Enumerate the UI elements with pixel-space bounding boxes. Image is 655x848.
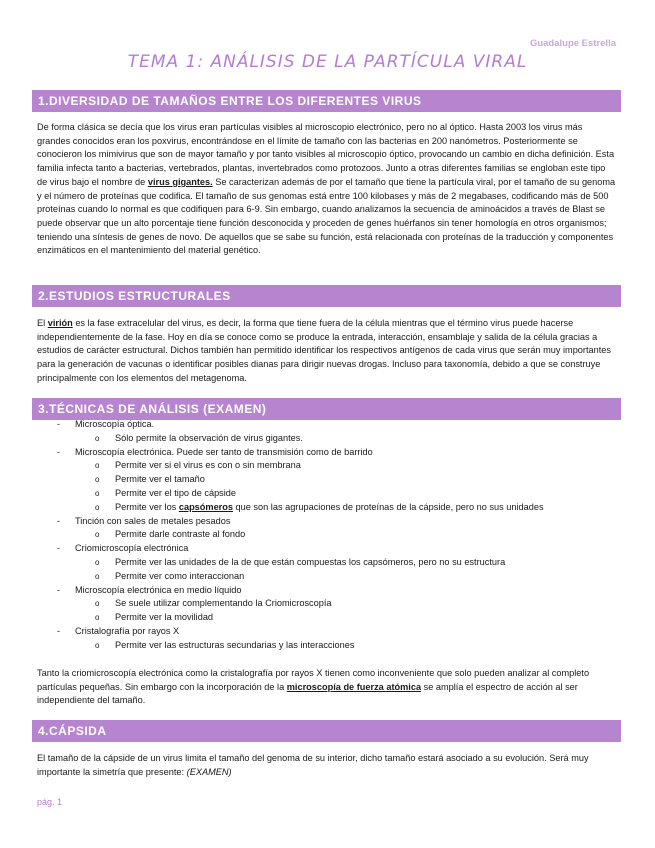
list-subitem: o Permite ver los capsómeros que son las agrupaciones de proteínas de la cápside, pero no sus unidades bbox=[37, 501, 617, 515]
section-heading-1: 1.DIVERSIDAD DE TAMAÑOS ENTRE LOS DIFERENTES VIRUS bbox=[32, 90, 621, 112]
list-subitem: o Permite ver si el virus es con o sin membrana bbox=[37, 459, 617, 473]
techniques-list bbox=[37, 418, 617, 653]
section-4-paragraph: El tamaño de la cápside de un virus limita el tamaño del genoma de su interior, dicho tamaño estará asociado a su evolución. Será muy importante la simetría que presente: (EXAMEN) bbox=[37, 753, 589, 777]
term-virus-gigantes: virus gigantes. bbox=[147, 176, 213, 187]
list-subitem: o Permite ver las unidades de la de que están compuestas los capsómeros, pero no su estructura bbox=[37, 556, 617, 570]
list-subitem: o Permite ver las estructuras secundarias y las interacciones bbox=[37, 639, 617, 653]
list-subitem: o Permite ver la movilidad bbox=[37, 611, 617, 625]
list-subitem: o Permite ver el tamaño bbox=[37, 473, 617, 487]
list-item: - Criomicroscopía electrónica bbox=[37, 542, 617, 556]
list-subitem: o Permite ver como interaccionan bbox=[37, 570, 617, 584]
list-subitem: o Sólo permite la observación de virus gigantes. bbox=[37, 432, 617, 446]
list-item: - Cristalografía por rayos X bbox=[37, 625, 617, 639]
list-subitem: o Permite ver el tipo de cápside bbox=[37, 487, 617, 501]
exam-note: (EXAMEN) bbox=[186, 766, 232, 777]
section-heading-4: 4.CÁPSIDA bbox=[32, 720, 621, 742]
page-number: pág. 1 bbox=[37, 797, 63, 807]
list-item: - Microscopía electrónica en medio líquido bbox=[37, 584, 617, 598]
list-item: - Microscopía electrónica. Puede ser tanto de transmisión como de barrido bbox=[37, 446, 617, 460]
term-capsomeros: capsómeros bbox=[178, 501, 233, 512]
section-heading-3: 3.TÉCNICAS DE ANÁLISIS (EXAMEN) bbox=[32, 398, 621, 420]
list-item: - Microscopía óptica. bbox=[37, 418, 617, 432]
list-subitem: o Se suele utilizar complementando la Criomicroscopía bbox=[37, 597, 617, 611]
section-1-paragraph: De forma clásica se decía que los virus eran partículas visibles al microscopio electrónico, pero no al óptico. Hasta 2003 los virus más grandes conocidos eran los poxvirus, encontrándose en el límite de tamaño con las bacterias en 200 nanómetros. Posteriormente se conocieron los mimivirus que son de mayor tamaño y por tanto visibles al microscopio óptico, provocando un cambio en dicha definición. Esta familia infecta tanto a bacterias, vertebrados, plantas, invertebrados como protozoos. Junto a otras diferentes familias se engloban este tipo de virus bajo el nombre de virus gigantes. Se caracterizan además de por el tamaño que tiene la partícula viral, por el tamaño de su genoma y el número de proteínas que codifica. El tamaño de sus genomas está entre 100 kilobases y más de 2 megabases, codificando más de 500 proteínas cuando lo normal es que codifiquen para 6-9. Sin embargo, cuando analizamos la secuencia de aminoácidos a través de Blast se puede observar que un alto porcentaje tiene función desconocida y proceden de genes huérfanos sin tener homología en otros organismos; teniendo una síntesis de genes de novo. De aquellos que se sabe su función, está relacionada con proteínas de la traducción y componentes enzimáticos en el mantenimiento del material genético. bbox=[37, 122, 616, 256]
section-2-paragraph: El virión es la fase extracelular del virus, es decir, la forma que tiene fuera de la célula mientras que el término virus puede hacerse independientemente de la fase. Hoy en día se conoce como se produce la entrada, interacción, ensamblaje y salida de la célula gracias a estudios de carácter estructural. Dichos también han permitido identificar los respectivos antígenos de cada virus que serán muy importantes para la generación de vacunas o identificar posibles dianas para dirigir nuevas drogas. Incluso para taxonomía, debido a que se construye principalmente con los elementos del metagenoma. bbox=[37, 318, 611, 383]
page-title: TEMA 1: ANÁLISIS DE LA PARTÍCULA VIRAL bbox=[127, 52, 528, 72]
term-virion: virión bbox=[47, 318, 73, 328]
author-name: Guadalupe Estrella bbox=[529, 38, 616, 49]
list-item: - Tinción con sales de metales pesados bbox=[37, 515, 617, 529]
term-microscopia-fuerza-atomica: microscopía de fuerza atómica bbox=[286, 681, 422, 692]
section-heading-2: 2.ESTUDIOS ESTRUCTURALES bbox=[32, 285, 621, 307]
list-subitem: o Permite darle contraste al fondo bbox=[37, 528, 617, 542]
section-3-paragraph: Tanto la criomicroscopía electrónica como la cristalografía por rayos X tienen como inconveniente que solo pueden analizar al completo partículas pequeñas. Sin embargo con la incorporación de la microscopía de fuerza atómica se amplía el espectro de acción al ser independiente del tamaño. bbox=[37, 668, 590, 706]
